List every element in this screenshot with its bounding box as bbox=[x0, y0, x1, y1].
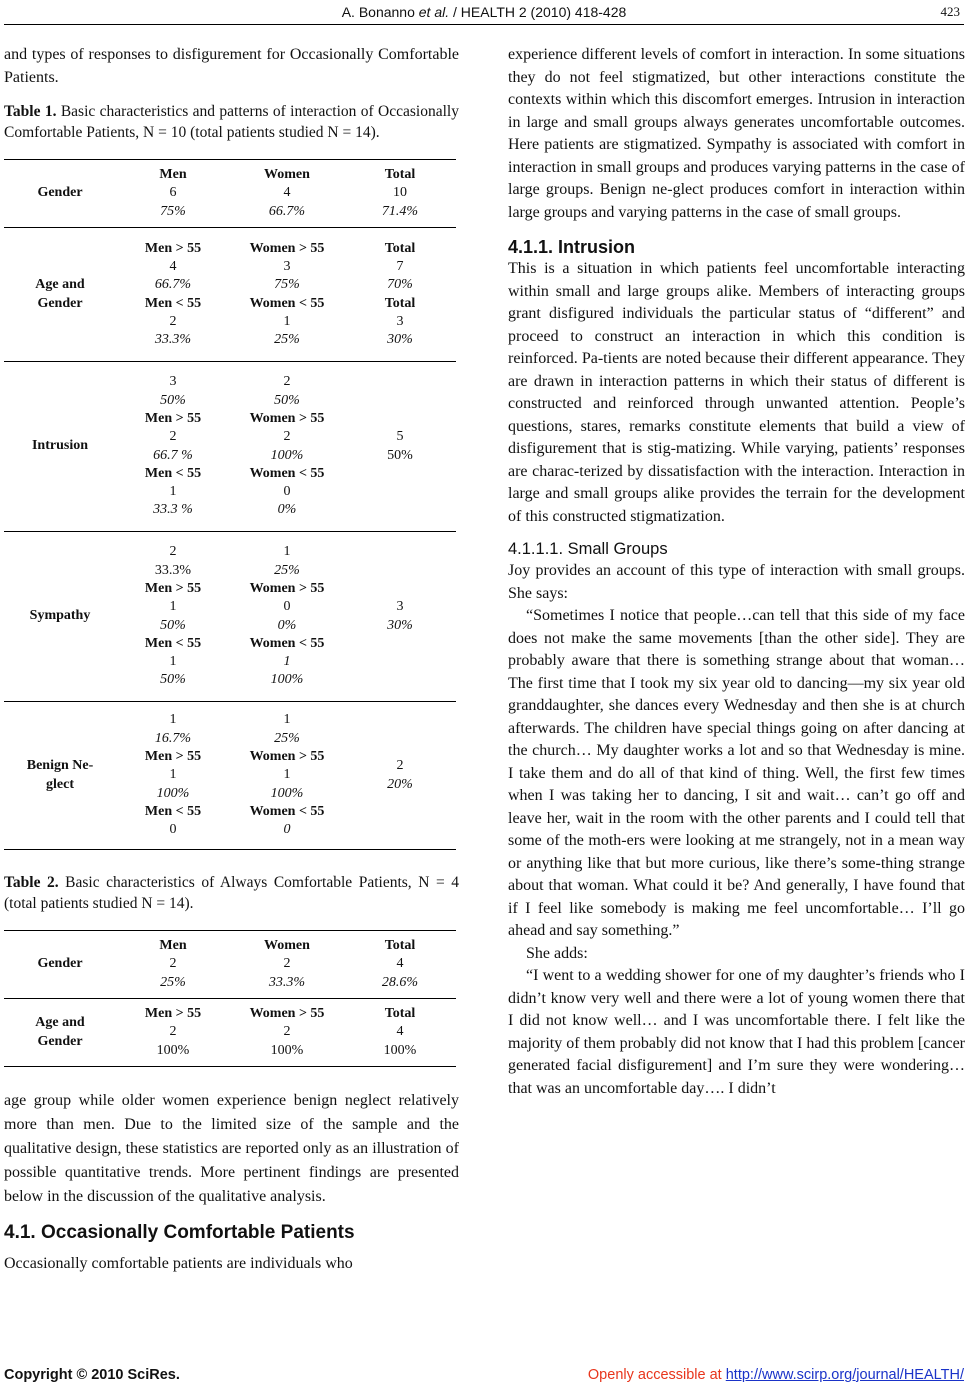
copyright-footer: Copyright © 2010 SciRes. bbox=[4, 1367, 180, 1383]
cell-line: 3 bbox=[396, 599, 404, 615]
quote-paragraph-1: “Sometimes I notice that people…can tell that this side of my face does not make the same movements [than the other side]. They are probably aware that there is something strange about that woman…The first time that I took my six year old to dancing—my six year old granddaughter, she dances every Wednesday and then she is at church afterwards. The children have special things going on after dancing at the church… My daughter works a lot and so that Wednesday is mine. I take them and do all of that kind of thing. Well, the first few times when I was taking her to dancing, I sit and wait… can’t go off and leave her, wait in the room with the other parents and I could tell that some of the moth-ers were looking at me strangely, not in a mean way or anything like that but more curious, like there’s some-thing strange about that woman. What could it be? And generally, I have found that if I feel like somebody is making me feel uncomfortable… I’ll go ahead and say something.” bbox=[508, 607, 965, 939]
cell-line: 2 bbox=[396, 758, 404, 774]
cell-line: 3 bbox=[283, 258, 291, 274]
cell-line: Total bbox=[384, 167, 416, 183]
cell-line: Men < 55 bbox=[144, 465, 202, 481]
cell-line: Women < 55 bbox=[249, 295, 325, 311]
cell-women bbox=[230, 160, 344, 228]
cell-line: 0 bbox=[283, 822, 291, 838]
cell-line: 50% bbox=[160, 672, 186, 688]
cell-line: 100% bbox=[270, 785, 304, 801]
cell-line: Women > 55 bbox=[249, 1006, 325, 1022]
cell-line: 4 bbox=[396, 956, 404, 972]
label-line: Age and bbox=[35, 277, 85, 293]
table-row bbox=[4, 228, 456, 362]
cell-line: 33.3% bbox=[268, 974, 306, 990]
cell-line: 66.7% bbox=[268, 203, 306, 219]
cell-line: 33.3 % bbox=[153, 502, 193, 518]
cell-line: 1 bbox=[283, 767, 291, 783]
cell-line: Women bbox=[264, 938, 310, 954]
cell-line: 2 bbox=[283, 1024, 291, 1040]
cell-line: 100% bbox=[156, 1042, 190, 1058]
cell-line: 28.6% bbox=[381, 974, 419, 990]
cell-total bbox=[344, 228, 456, 362]
cell-line: Women < 55 bbox=[249, 803, 325, 819]
cell-line: 2 bbox=[169, 1024, 177, 1040]
cell-line: 25% bbox=[160, 974, 186, 990]
header-rule bbox=[4, 24, 964, 25]
cell-line: 50% bbox=[387, 447, 413, 463]
header-etal: et al. bbox=[418, 4, 450, 20]
cell-line: Men > 55 bbox=[144, 580, 202, 596]
cell-line: Women bbox=[264, 167, 310, 183]
intro-paragraph: and types of responses to disfigurement for Occasionally Comfortable Patients. bbox=[4, 46, 459, 86]
page-number: 423 bbox=[940, 4, 960, 19]
cell-men bbox=[116, 999, 230, 1067]
cell-total bbox=[344, 362, 456, 532]
cell-line: 1 bbox=[169, 654, 177, 670]
access-footer bbox=[588, 1367, 964, 1383]
cell-women bbox=[230, 362, 344, 532]
row-label: Gender bbox=[37, 956, 83, 972]
table-row bbox=[4, 999, 456, 1067]
cell-line: 75% bbox=[274, 277, 300, 293]
cell-line: Men < 55 bbox=[144, 635, 202, 651]
cell-line: 1 bbox=[283, 654, 291, 670]
quote-paragraph-2: “I went to a wedding shower for one of my daughter’s friends who I didn’t know very well and there were a lot of young women there that I did not know well… and I was uncomfortable there. I felt like the majority of them probably did not know that I had this problem [cancer generated facial disfigurement] and I’m sure they were wondering… that was an uncomfortable day…. I didn’t bbox=[508, 967, 965, 1097]
cell-line: 1 bbox=[169, 712, 177, 728]
cell-line: 71.4% bbox=[381, 203, 419, 219]
cell-line: Women > 55 bbox=[249, 749, 325, 765]
joy-intro-paragraph: Joy provides an account of this type of interaction with small groups. She says: bbox=[508, 562, 965, 602]
cell-line: 0 bbox=[283, 484, 291, 500]
cell-women bbox=[230, 532, 344, 702]
age-group-paragraph: age group while older women experience benign neglect relatively more than men. Due to the limited size of the sample and the qualitative design, these statistics are reported only as an illustration of possible quantitative trends. More pertinent findings are presented below in the discussion of the qualitative analysis. bbox=[4, 1092, 459, 1205]
cell-men bbox=[116, 160, 230, 228]
cell-total bbox=[344, 532, 456, 702]
cell-line: 1 bbox=[169, 767, 177, 783]
row-label: Intrusion bbox=[31, 438, 89, 454]
cell-men bbox=[116, 702, 230, 850]
cell-line: 70% bbox=[387, 277, 413, 293]
table-row bbox=[4, 702, 456, 850]
row-label bbox=[4, 702, 116, 850]
cell-men bbox=[116, 931, 230, 999]
she-adds-paragraph: She adds: bbox=[526, 944, 588, 962]
table1-caption-text: Basic characteristics and patterns of interaction of Occasionally Comfortable Patients, N = 10 (total patients studied N = 14). bbox=[4, 103, 459, 141]
cell-line: 1 bbox=[169, 599, 177, 615]
journal-link[interactable]: http://www.scirp.org/journal/HEALTH/ bbox=[725, 1367, 964, 1383]
section-heading-4-1: 4.1. Occasionally Comfortable Patients bbox=[4, 1222, 355, 1243]
cell-line: 25% bbox=[274, 730, 300, 746]
cell-line: Women < 55 bbox=[249, 635, 325, 651]
cell-line: 7 bbox=[396, 258, 404, 274]
table1-caption bbox=[4, 101, 459, 143]
cell-line: 3 bbox=[396, 313, 404, 329]
cell-line: Women < 55 bbox=[249, 465, 325, 481]
cell-men bbox=[116, 228, 230, 362]
comfort-paragraph: experience different levels of comfort in interaction. In some situations they do not feel stigmatized, but other interactions constitute the contexts within which this discomfort emerges. Intrusion in interaction in large and small groups always generates uncomfortable outcomes. Here patients are stigmatized. Sympathy is associated with comfort in interaction in small groups and produces varying patterns in the case of large groups. Benign ne-glect produces comfort in interaction within large groups and varying patterns in the case of small groups. bbox=[508, 46, 965, 221]
occasionally-paragraph: Occasionally comfortable patients are individuals who bbox=[4, 1255, 353, 1272]
cell-line: 2 bbox=[169, 544, 177, 560]
cell-line: 0 bbox=[283, 599, 291, 615]
cell-line: 4 bbox=[283, 185, 291, 201]
cell-line: Men > 55 bbox=[144, 410, 202, 426]
table-1 bbox=[4, 159, 456, 850]
cell-line: Women > 55 bbox=[249, 410, 325, 426]
table-2 bbox=[4, 930, 456, 1067]
table-row bbox=[4, 532, 456, 702]
cell-line: 4 bbox=[169, 258, 177, 274]
cell-line: 16.7% bbox=[154, 730, 192, 746]
label-line: Age and bbox=[35, 1015, 85, 1031]
cell-line: 0% bbox=[277, 617, 297, 633]
cell-women bbox=[230, 999, 344, 1067]
cell-women bbox=[230, 702, 344, 850]
cell-line: 100% bbox=[270, 447, 304, 463]
cell-women bbox=[230, 228, 344, 362]
cell-line: 0% bbox=[277, 502, 297, 518]
cell-line: 1 bbox=[283, 313, 291, 329]
cell-line: 1 bbox=[283, 544, 291, 560]
cell-line: 10 bbox=[393, 185, 407, 201]
cell-line: 50% bbox=[274, 392, 300, 408]
cell-total bbox=[344, 160, 456, 228]
cell-line: 30% bbox=[387, 332, 413, 348]
cell-line: Total bbox=[384, 295, 416, 311]
cell-line: 66.7% bbox=[154, 277, 192, 293]
cell-line: Men > 55 bbox=[144, 1006, 202, 1022]
label-line: Gender bbox=[37, 1033, 83, 1049]
subsection-heading-intrusion: 4.1.1. Intrusion bbox=[508, 237, 636, 257]
table2-caption bbox=[4, 872, 459, 914]
cell-line: Total bbox=[384, 1006, 416, 1022]
cell-line: Men > 55 bbox=[144, 749, 202, 765]
cell-line: 0 bbox=[169, 822, 177, 838]
cell-line: 100% bbox=[270, 1042, 304, 1058]
cell-line: 75% bbox=[160, 203, 186, 219]
row-label: Sympathy bbox=[29, 608, 91, 624]
row-label bbox=[4, 999, 116, 1067]
running-header bbox=[0, 4, 968, 20]
cell-line: 2 bbox=[169, 429, 177, 445]
cell-line: 100% bbox=[270, 672, 304, 688]
cell-line: Men < 55 bbox=[144, 803, 202, 819]
cell-men bbox=[116, 532, 230, 702]
cell-line: 5 bbox=[396, 429, 404, 445]
row-label bbox=[4, 228, 116, 362]
cell-line: 6 bbox=[169, 185, 177, 201]
cell-line: 1 bbox=[169, 484, 177, 500]
table-row bbox=[4, 931, 456, 999]
cell-line: 25% bbox=[274, 332, 300, 348]
cell-line: 1 bbox=[283, 712, 291, 728]
cell-total bbox=[344, 999, 456, 1067]
cell-line: 20% bbox=[387, 776, 413, 792]
cell-line: Men < 55 bbox=[144, 295, 202, 311]
cell-line: 25% bbox=[274, 562, 300, 578]
cell-line: 3 bbox=[169, 374, 177, 390]
cell-line: 4 bbox=[396, 1024, 404, 1040]
cell-line: Men bbox=[159, 167, 187, 183]
cell-line: 33.3% bbox=[154, 332, 192, 348]
cell-line: 100% bbox=[383, 1042, 417, 1058]
cell-line: Men > 55 bbox=[144, 240, 202, 256]
cell-line: 66.7 % bbox=[153, 447, 193, 463]
cell-line: Total bbox=[384, 938, 416, 954]
cell-line: 2 bbox=[283, 956, 291, 972]
row-label: Gender bbox=[37, 185, 83, 201]
table2-caption-text: Basic characteristics of Always Comfortable Patients, N = 4 (total patients studied N = 14). bbox=[4, 874, 459, 912]
cell-line: Women > 55 bbox=[249, 240, 325, 256]
label-line: Gender bbox=[37, 295, 83, 311]
cell-line: 2 bbox=[283, 429, 291, 445]
cell-line: Women > 55 bbox=[249, 580, 325, 596]
cell-line: 2 bbox=[169, 956, 177, 972]
header-journal: / HEALTH 2 (2010) 418-428 bbox=[449, 4, 627, 20]
cell-total bbox=[344, 702, 456, 850]
label-line: glect bbox=[46, 776, 74, 792]
cell-line: 2 bbox=[283, 374, 291, 390]
label-line: Benign Ne- bbox=[26, 758, 94, 774]
table2-label: Table 2. bbox=[4, 874, 59, 891]
header-authors: A. Bonanno bbox=[341, 4, 419, 20]
cell-line: 100% bbox=[156, 785, 190, 801]
table1-label: Table 1. bbox=[4, 103, 57, 120]
cell-line: Men bbox=[159, 938, 187, 954]
cell-women bbox=[230, 931, 344, 999]
cell-line: 33.3% bbox=[154, 562, 192, 578]
intrusion-paragraph: This is a situation in which patients feel uncomfortable interacting within small and large groups alike. Members of interacting groups grant disfigured individuals the particular status of “different” and proceed to construct an interaction in which this condition is reinforced. Pa-tients are noted because their different appearance. They are drawn in interaction patterns in which their status of different is constructed and reinforced through unwanted attention. People’s questions, stares, remarks constitute elements that build a view of disfigurement that is stig-matizing. While varying, patients’ responses are charac-terized by dissatisfaction with the interaction. Interaction in large and small groups alike provides the terrain for the development of this constructed stigmatization. bbox=[508, 260, 965, 525]
cell-men bbox=[116, 362, 230, 532]
cell-line: 50% bbox=[160, 392, 186, 408]
cell-line: 50% bbox=[160, 617, 186, 633]
subsection-heading-small-groups: 4.1.1.1. Small Groups bbox=[508, 540, 668, 558]
right-column bbox=[508, 44, 965, 1100]
cell-total bbox=[344, 931, 456, 999]
cell-line: 30% bbox=[387, 617, 413, 633]
left-column bbox=[4, 44, 459, 1276]
table-row bbox=[4, 160, 456, 228]
cell-line: 2 bbox=[169, 313, 177, 329]
cell-line: Total bbox=[384, 240, 416, 256]
access-text: Openly accessible at bbox=[587, 1367, 726, 1383]
table-row bbox=[4, 362, 456, 532]
